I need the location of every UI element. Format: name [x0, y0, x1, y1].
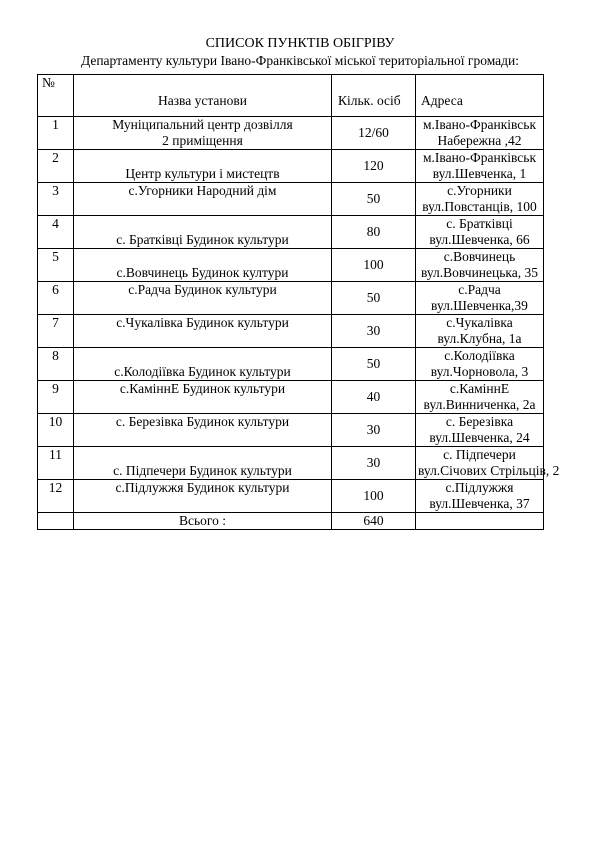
institution-name-line: с. Підпечери Будинок культури: [113, 463, 292, 478]
total-value: 640: [332, 513, 416, 530]
institution-name-line: с.Підлужжя Будинок культури: [115, 480, 290, 495]
table-body: [38, 117, 560, 513]
row-number: 1: [38, 117, 74, 150]
document-title: СПИСОК ПУНКТІВ ОБІГРІВУ: [205, 36, 395, 51]
row-number: 7: [38, 315, 74, 348]
institution-name-line: с.Чукалівка Будинок культури: [116, 315, 289, 330]
address-line: с.Підлужжя: [445, 480, 514, 495]
table-header-row: [38, 75, 544, 117]
address: [416, 150, 544, 183]
total-row: [38, 513, 544, 530]
address-line: с.Чукалівка: [446, 315, 513, 330]
table-row: [38, 315, 544, 348]
institution-name-line: с. Березівка Будинок культури: [115, 414, 290, 429]
address-line: с.Радча: [458, 282, 501, 297]
document-subtitle: Департаменту культури Івано-Франківської міської територіальної громади:: [80, 53, 520, 68]
institution-name: [74, 315, 332, 348]
address-line: вул.Винниченка, 2а: [423, 397, 536, 412]
table-row: [38, 348, 544, 381]
address: [416, 381, 544, 414]
address-line: вул.Шевченка, 1: [432, 166, 527, 181]
address-line: с.Колодіївка: [444, 348, 515, 363]
people-count: 30: [332, 447, 416, 480]
people-count: 40: [332, 381, 416, 414]
institution-name: [74, 282, 332, 315]
total-empty-cell: [38, 513, 74, 530]
table-row: [38, 381, 544, 414]
institution-name-line: с.КаміннЕ Будинок культури: [119, 381, 286, 396]
address-line: вул.Шевченка, 66: [429, 232, 530, 247]
heating-points-table: [37, 74, 560, 530]
address: [416, 249, 544, 282]
institution-name: [74, 249, 332, 282]
address-line: с. Братківці: [446, 216, 513, 231]
people-count: 50: [332, 282, 416, 315]
address-line: с.Угорники: [447, 183, 512, 198]
people-count: 100: [332, 249, 416, 282]
people-count: 100: [332, 480, 416, 513]
row-number: 11: [38, 447, 74, 480]
institution-name: [74, 117, 332, 150]
address: [416, 282, 544, 315]
address-line: с. Березівка: [445, 414, 514, 429]
address-line: вул.Шевченка, 24: [429, 430, 530, 445]
address: [416, 315, 544, 348]
total-empty-address: [416, 513, 544, 530]
table-row: [38, 183, 544, 216]
address: [416, 117, 544, 150]
address: [416, 216, 544, 249]
institution-name-line: 2 приміщення: [162, 133, 243, 148]
institution-name: [74, 447, 332, 480]
header-name: Назва установи: [74, 75, 332, 117]
address-line: вул.Січових Стрільців, 2: [418, 463, 560, 478]
address-line: вул.Повстанців, 100: [422, 199, 537, 214]
header-count: Кільк. осіб: [332, 75, 416, 117]
row-number: 10: [38, 414, 74, 447]
institution-name-line: Муніципальний центр дозвілля: [112, 117, 293, 132]
institution-name-line: с. Братківці Будинок культури: [116, 232, 289, 247]
row-number: 4: [38, 216, 74, 249]
table-row: [38, 480, 544, 513]
table-row: [38, 249, 544, 282]
people-count: 50: [332, 183, 416, 216]
address-line: Набережна ,42: [437, 133, 522, 148]
address-line: вул.Шевченка,39: [431, 298, 528, 313]
institution-name: [74, 381, 332, 414]
address-line: м.Івано-Франківськ: [422, 117, 537, 132]
institution-name-line: с.Угорники Народний дім: [128, 183, 277, 198]
address-line: вул.Чорновола, 3: [430, 364, 529, 379]
row-number: 3: [38, 183, 74, 216]
table-row: [38, 282, 544, 315]
header-address: Адреса: [416, 75, 544, 117]
table-row: [38, 117, 544, 150]
address: [416, 480, 544, 513]
institution-name: [74, 216, 332, 249]
row-number: 6: [38, 282, 74, 315]
table-row: [38, 447, 544, 480]
row-number: 9: [38, 381, 74, 414]
institution-name-line: с.Колодіївка Будинок культури: [114, 364, 291, 379]
institution-name: [74, 150, 332, 183]
address-line: вул.Шевченка, 37: [429, 496, 530, 511]
address-line: вул.Вовчинецька, 35: [420, 265, 538, 280]
address-line: вул.Клубна, 1а: [437, 331, 522, 346]
address-line: с.Вовчинець: [443, 249, 516, 264]
people-count: 30: [332, 315, 416, 348]
institution-name-line: Центр культури і мистецтв: [125, 166, 280, 181]
table-row: [38, 216, 544, 249]
institution-name: [74, 414, 332, 447]
address-line: м.Івано-Франківськ: [422, 150, 537, 165]
people-count: 120: [332, 150, 416, 183]
header-number: №: [38, 75, 74, 117]
total-label: Всього :: [74, 513, 332, 530]
row-number: 2: [38, 150, 74, 183]
institution-name: [74, 480, 332, 513]
row-number: 12: [38, 480, 74, 513]
address: [416, 183, 544, 216]
people-count: 80: [332, 216, 416, 249]
address: [416, 348, 544, 381]
table-row: [38, 414, 544, 447]
institution-name: [74, 183, 332, 216]
address: [416, 447, 560, 480]
people-count: 12/60: [332, 117, 416, 150]
institution-name-line: с.Радча Будинок культури: [128, 282, 277, 297]
address-line: с. Підпечери: [443, 447, 516, 462]
people-count: 30: [332, 414, 416, 447]
row-number: 5: [38, 249, 74, 282]
table-row: [38, 150, 544, 183]
institution-name: [74, 348, 332, 381]
row-number: 8: [38, 348, 74, 381]
people-count: 50: [332, 348, 416, 381]
address: [416, 414, 544, 447]
institution-name-line: с.Вовчинець Будинок култури: [116, 265, 289, 280]
address-line: с.КаміннЕ: [449, 381, 510, 396]
